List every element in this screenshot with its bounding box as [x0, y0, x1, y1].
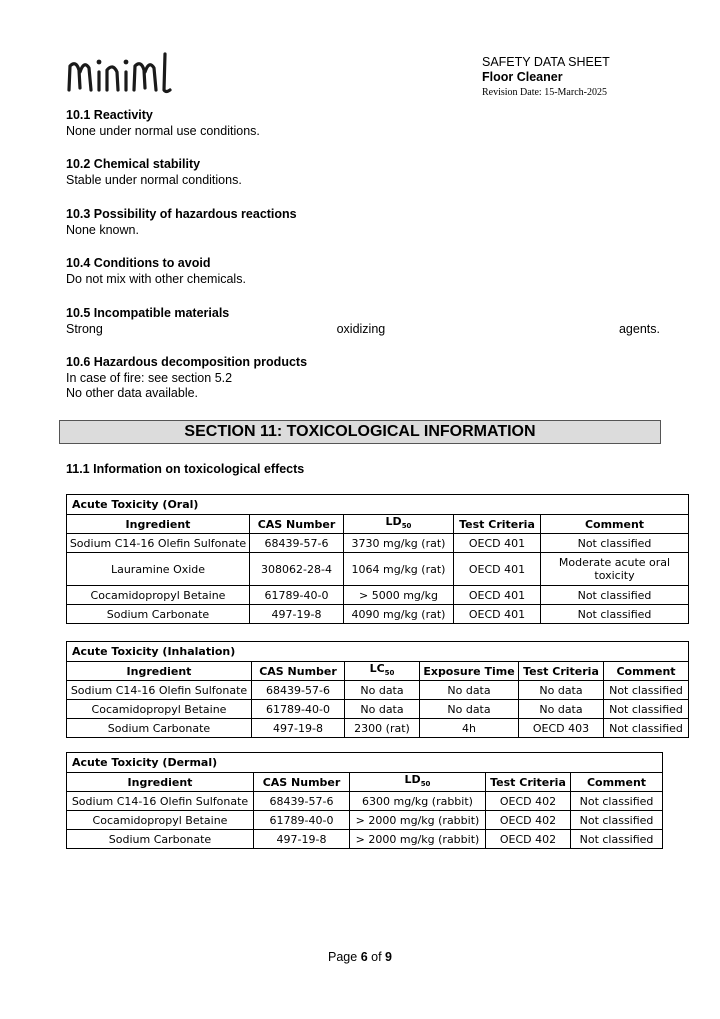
cell: OECD 402 [486, 811, 571, 830]
section-heading: 10.3 Possibility of hazardous reactions [66, 207, 297, 221]
page-footer [0, 950, 720, 964]
cell: Not classified [541, 605, 689, 624]
miniml-logo [66, 50, 178, 96]
cell: 4090 mg/kg (rat) [344, 605, 454, 624]
cell: Not classified [541, 586, 689, 605]
cell: Sodium C14-16 Olefin Sulfonate [67, 534, 250, 553]
table-row [67, 586, 689, 605]
section-10-5 [66, 306, 660, 337]
table-header-row [67, 515, 689, 534]
section-10-3 [66, 207, 660, 238]
cell: > 2000 mg/kg (rabbit) [350, 830, 486, 849]
inhalation-toxicity-table [66, 641, 689, 738]
cell: 68439-57-6 [252, 681, 345, 700]
col-header: Test Criteria [519, 662, 604, 681]
cell: 68439-57-6 [254, 792, 350, 811]
cell: 497-19-8 [250, 605, 344, 624]
cell: Lauramine Oxide [67, 553, 250, 586]
table-row [67, 534, 689, 553]
col-header: $LC_{50}$ [345, 662, 420, 681]
section-text: Do not mix with other chemicals. [66, 271, 246, 286]
cell: OECD 401 [454, 605, 541, 624]
table-row [67, 700, 689, 719]
section-10-2 [66, 157, 660, 188]
cell: Not classified [604, 700, 689, 719]
section-text: In case of fire: see section 5.2 [66, 370, 233, 385]
table-row [67, 792, 663, 811]
table-row [67, 830, 663, 849]
cell: No data [345, 681, 420, 700]
cell: Cocamidopropyl Betaine [67, 811, 254, 830]
cell: Not classified [571, 811, 663, 830]
cell: Not classified [604, 719, 689, 738]
cell: Not classified [571, 830, 663, 849]
cell: OECD 403 [519, 719, 604, 738]
col-header: $LD_{50}$ [344, 515, 454, 534]
col-header: Comment [604, 662, 689, 681]
section-10-1 [66, 108, 660, 139]
word: agents. [618, 321, 660, 336]
cell: No data [519, 700, 604, 719]
section-heading: 10.4 Conditions to avoid [66, 256, 211, 270]
cell: 2300 (rat) [345, 719, 420, 738]
section-heading: 10.5 Incompatible materials [66, 306, 230, 320]
cell: 1064 mg/kg (rat) [344, 553, 454, 586]
section-heading: 10.2 Chemical stability [66, 157, 201, 171]
section-text: None known. [66, 222, 139, 237]
cell: 308062-28-4 [250, 553, 344, 586]
cell: 3730 mg/kg (rat) [344, 534, 454, 553]
cell: Moderate acute oral toxicity [541, 553, 689, 586]
word: Strong [66, 321, 103, 336]
table-title: Acute Toxicity (Oral) [67, 495, 689, 515]
cell: OECD 401 [454, 586, 541, 605]
doc-type: SAFETY DATA SHEET [482, 55, 610, 69]
col-header: Ingredient [67, 662, 252, 681]
table-row [67, 605, 689, 624]
section-heading: 10.1 Reactivity [66, 108, 153, 122]
page-of: of [367, 950, 386, 964]
cell: 6300 mg/kg (rabbit) [350, 792, 486, 811]
cell: No data [345, 700, 420, 719]
cell: > 2000 mg/kg (rabbit) [350, 811, 486, 830]
cell: Not classified [571, 792, 663, 811]
cell: No data [420, 700, 519, 719]
cell: Sodium Carbonate [67, 830, 254, 849]
oral-toxicity-table [66, 494, 689, 624]
cell: OECD 401 [454, 553, 541, 586]
table-title: Acute Toxicity (Dermal) [67, 753, 663, 773]
col-header: CAS Number [254, 773, 350, 792]
col-header: Ingredient [67, 773, 254, 792]
cell: 497-19-8 [254, 830, 350, 849]
cell: No data [420, 681, 519, 700]
col-header: Ingredient [67, 515, 250, 534]
table-title: Acute Toxicity (Inhalation) [67, 642, 689, 662]
cell: OECD 402 [486, 830, 571, 849]
cell: Sodium C14-16 Olefin Sulfonate [67, 681, 252, 700]
table-row [67, 681, 689, 700]
cell: 61789-40-0 [254, 811, 350, 830]
page-number: 6 [360, 950, 368, 964]
table-header-row [67, 773, 663, 792]
justified-line [66, 322, 660, 338]
col-header: Comment [571, 773, 663, 792]
col-header: CAS Number [250, 515, 344, 534]
cell: Sodium Carbonate [67, 719, 252, 738]
revision-date: Revision Date: 15-March-2025 [482, 87, 607, 98]
col-header: Comment [541, 515, 689, 534]
page-label: Page [328, 950, 361, 964]
cell: 68439-57-6 [250, 534, 344, 553]
table-header-row [67, 662, 689, 681]
col-header: Exposure Time [420, 662, 519, 681]
cell: OECD 401 [454, 534, 541, 553]
col-header: Test Criteria [454, 515, 541, 534]
col-header: CAS Number [252, 662, 345, 681]
cell: 497-19-8 [252, 719, 345, 738]
cell: OECD 402 [486, 792, 571, 811]
section-10-4 [66, 256, 660, 287]
cell: > 5000 mg/kg [344, 586, 454, 605]
product-name: Floor Cleaner [482, 70, 563, 84]
section-text: Stable under normal conditions. [66, 172, 242, 187]
table-row [67, 811, 663, 830]
table-row [67, 719, 689, 738]
section-text: No other data available. [66, 386, 199, 400]
cell: Sodium C14-16 Olefin Sulfonate [67, 792, 254, 811]
dermal-toxicity-table [66, 752, 663, 849]
section-text: None under normal use conditions. [66, 123, 260, 138]
cell: 4h [420, 719, 519, 738]
section-heading: 10.6 Hazardous decomposition products [66, 355, 308, 369]
cell: Sodium Carbonate [67, 605, 250, 624]
word: oxidizing [336, 321, 386, 336]
section-11-banner: SECTION 11: TOXICOLOGICAL INFORMATION [59, 420, 661, 444]
cell: No data [519, 681, 604, 700]
cell: Cocamidopropyl Betaine [67, 586, 250, 605]
cell: 61789-40-0 [252, 700, 345, 719]
cell: Not classified [541, 534, 689, 553]
section-10-6 [66, 355, 660, 402]
cell: Cocamidopropyl Betaine [67, 700, 252, 719]
section-11-1-heading: 11.1 Information on toxicological effects [66, 462, 305, 476]
cell: 61789-40-0 [250, 586, 344, 605]
page-total: 9 [385, 950, 392, 964]
document-header [482, 55, 610, 100]
col-header: $LD_{50}$ [350, 773, 486, 792]
cell: Not classified [604, 681, 689, 700]
table-row [67, 553, 689, 586]
col-header: Test Criteria [486, 773, 571, 792]
